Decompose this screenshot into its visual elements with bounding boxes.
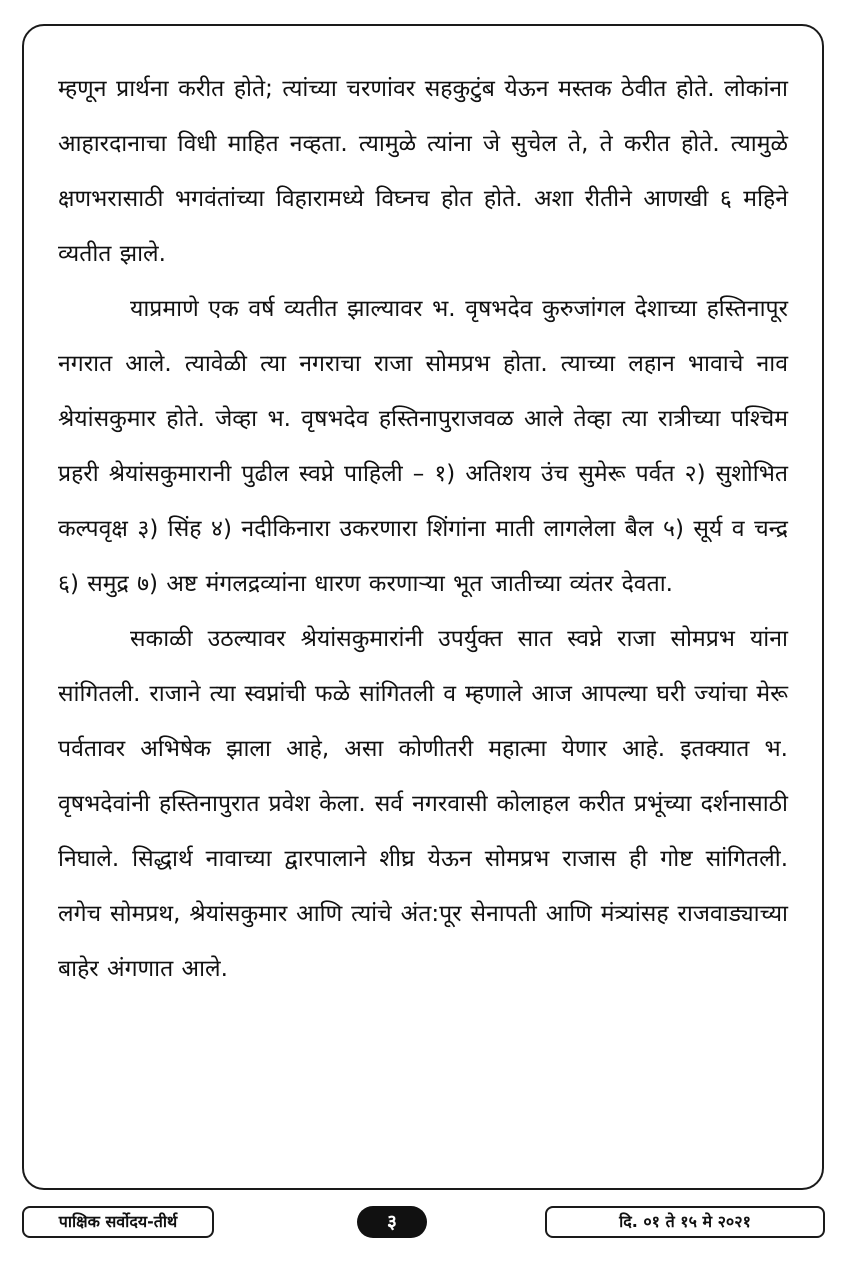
body-paragraph-3: सकाळी उठल्यावर श्रेयांसकुमारांनी उपर्युक्त सात स्वप्ने राजा सोमप्रभ यांना सांगितली. राजाने त्या स्वप्नांची फळे सांगितली व म्हणाले आज आपल्या घरी ज्यांचा मेरू पर्वतावर अभिषेक झाला आहे, असा कोणीतरी महात्मा येणार आहे. इतक्यात भ. वृषभदेवांनी हस्तिनापुरात प्रवेश केला. सर्व नगरवासी कोलाहल करीत प्रभूंच्या दर्शनासाठी निघाले. सिद्धार्थ नावाच्या द्वारपालाने शीघ्र येऊन सोमप्रभ राजास ही गोष्ट सांगितली. लगेच सोमप्रथ, श्रेयांसकुमार आणि त्यांचे अंत:पूर सेनापती आणि मंत्र्यांसह राजवाड्याच्या बाहेर अंगणात आले. bbox=[58, 626, 788, 982]
body-paragraph-2: याप्रमाणे एक वर्ष व्यतीत झाल्यावर भ. वृषभदेव कुरुजांगल देशाच्या हस्तिनापूर नगरात आले. त्यावेळी त्या नगराचा राजा सोमप्रभ होता. त्याच्या लहान भावाचे नाव श्रेयांसकुमार होते. जेव्हा भ. वृषभदेव हस्तिनापुराजवळ आले तेव्हा त्या रात्रीच्या पश्चिम प्रहरी श्रेयांसकुमारानी पुढील स्वप्ने पाहिली – १) अतिशय उंच सुमेरू पर्वत २) सुशोभित कल्पवृक्ष ३) सिंह ४) नदीकिनारा उकरणारा शिंगांना माती लागलेला बैल ५) सूर्य व चन्द्र ६) समुद्र ७) अष्ट मंगलद्रव्यांना धारण करणाऱ्या भूत जातीच्या व्यंतर देवता. bbox=[58, 296, 788, 597]
body-paragraph-1: म्हणून प्रार्थना करीत होते; त्यांच्या चरणांवर सहकुटुंब येऊन मस्तक ठेवीत होते. लोकांना आहारदानाचा विधी माहित नव्हता. त्यामुळे त्यांना जे सुचेल ते, ते करीत होते. त्यामुळे क्षणभरासाठी भगवंतांच्या विहारामध्ये विघ्नच होत होते. अशा रीतीने आणखी ६ महिने व्यतीत झाले. bbox=[58, 76, 788, 267]
issue-date: दि. ०१ ते १५ मे २०२१ bbox=[545, 1206, 825, 1238]
page-footer bbox=[0, 1204, 850, 1244]
page-content-frame bbox=[22, 24, 824, 1190]
publication-name: पाक्षिक सर्वोदय-तीर्थ bbox=[22, 1206, 214, 1238]
page-number-badge: ३ bbox=[357, 1206, 427, 1238]
